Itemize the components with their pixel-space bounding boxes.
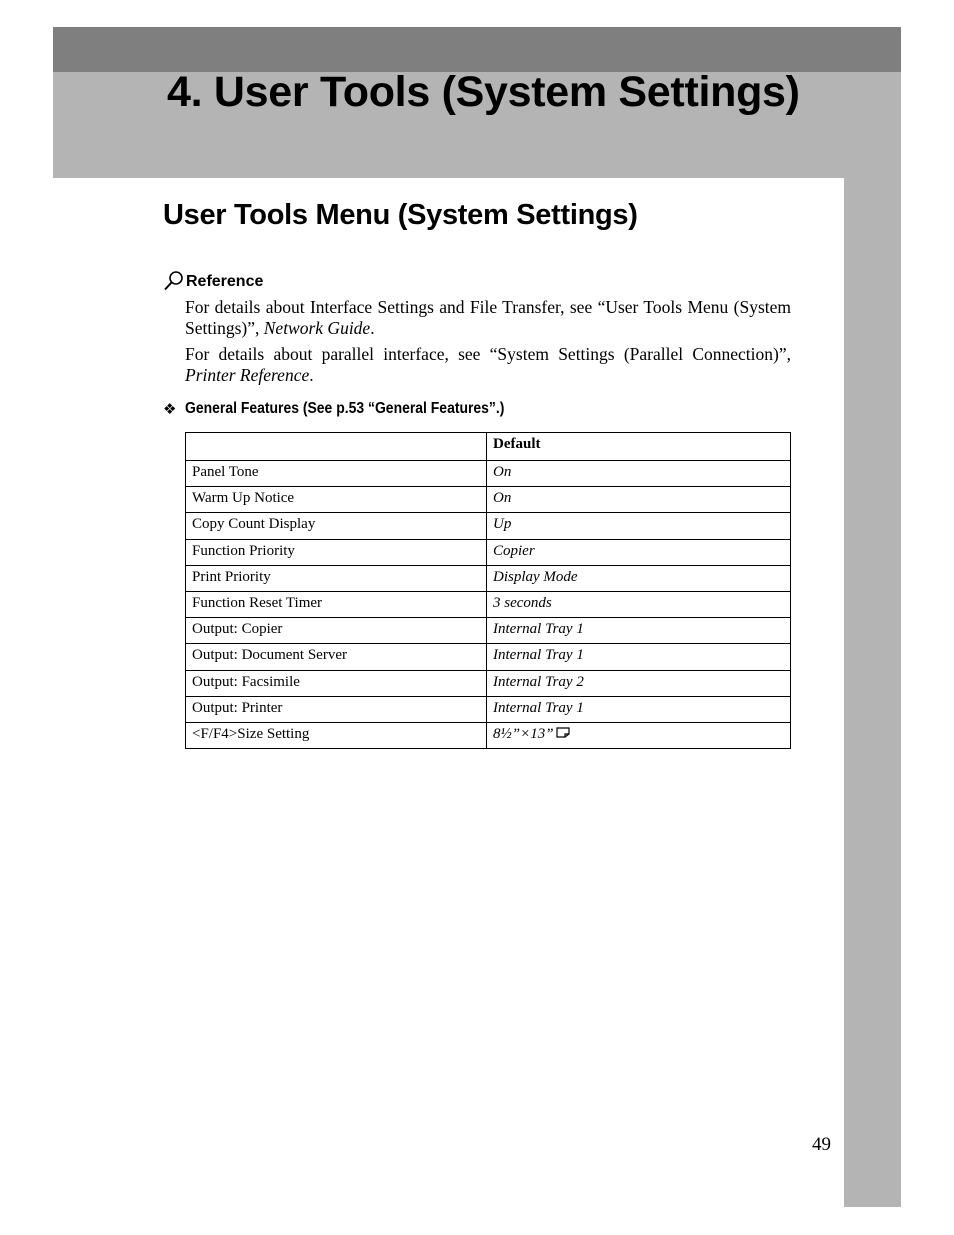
table-header-cell xyxy=(186,433,487,461)
table-header-row xyxy=(186,433,791,461)
page-number: 49 xyxy=(812,1134,831,1155)
setting-name: Output: Facsimile xyxy=(186,670,487,696)
table-row xyxy=(186,487,791,513)
setting-default: On xyxy=(487,461,791,487)
table-row xyxy=(186,591,791,617)
setting-name: Function Reset Timer xyxy=(186,591,487,617)
setting-default: Copier xyxy=(487,539,791,565)
paper-orientation-icon xyxy=(556,726,570,743)
setting-default: Internal Tray 1 xyxy=(487,696,791,722)
setting-name: Output: Printer xyxy=(186,696,487,722)
features-heading-label: General Features (See p.53 “General Features”.) xyxy=(185,400,505,417)
setting-default: Up xyxy=(487,513,791,539)
setting-default: On xyxy=(487,487,791,513)
side-thumb-band xyxy=(844,178,901,1207)
table-row xyxy=(186,670,791,696)
setting-default: 3 seconds xyxy=(487,591,791,617)
table-row xyxy=(186,565,791,591)
general-features-table xyxy=(185,432,791,749)
setting-default xyxy=(487,722,791,748)
setting-name: Panel Tone xyxy=(186,461,487,487)
setting-name: Output: Copier xyxy=(186,618,487,644)
setting-name: Print Priority xyxy=(186,565,487,591)
setting-name: <F/F4>Size Setting xyxy=(186,722,487,748)
section-title: User Tools Menu (System Settings) xyxy=(163,199,638,231)
printer-reference-title: Printer Reference xyxy=(185,365,310,385)
table-header-cell: Default xyxy=(487,433,791,461)
features-heading xyxy=(163,400,540,418)
reference-paragraph-1: For details about Interface Settings and File Transfer, see “User Tools Menu (System Settings)”, Network Guide. xyxy=(185,297,791,338)
reference-heading xyxy=(163,270,263,292)
setting-name: Copy Count Display xyxy=(186,513,487,539)
table-row xyxy=(186,696,791,722)
setting-default: Internal Tray 1 xyxy=(487,644,791,670)
magnifier-icon xyxy=(163,270,185,292)
table-row xyxy=(186,461,791,487)
setting-default: Display Mode xyxy=(487,565,791,591)
table-row xyxy=(186,513,791,539)
table-row xyxy=(186,722,791,748)
paper-size-value: 8½”×13” xyxy=(493,725,554,742)
reference-paragraph-2: For details about parallel interface, see “System Settings (Parallel Connection)”, Printer Reference. xyxy=(185,344,791,385)
chapter-title: 4. User Tools (System Settings) xyxy=(167,68,800,116)
setting-name: Function Priority xyxy=(186,539,487,565)
table-row xyxy=(186,539,791,565)
header-top-strip xyxy=(53,27,901,72)
setting-name: Output: Document Server xyxy=(186,644,487,670)
setting-default: Internal Tray 1 xyxy=(487,618,791,644)
table-row xyxy=(186,644,791,670)
setting-name: Warm Up Notice xyxy=(186,487,487,513)
table-row xyxy=(186,618,791,644)
diamond-bullet-icon: ❖ xyxy=(163,400,177,418)
setting-default: Internal Tray 2 xyxy=(487,670,791,696)
reference-label: Reference xyxy=(186,273,264,290)
network-guide-title: Network Guide xyxy=(263,318,371,338)
